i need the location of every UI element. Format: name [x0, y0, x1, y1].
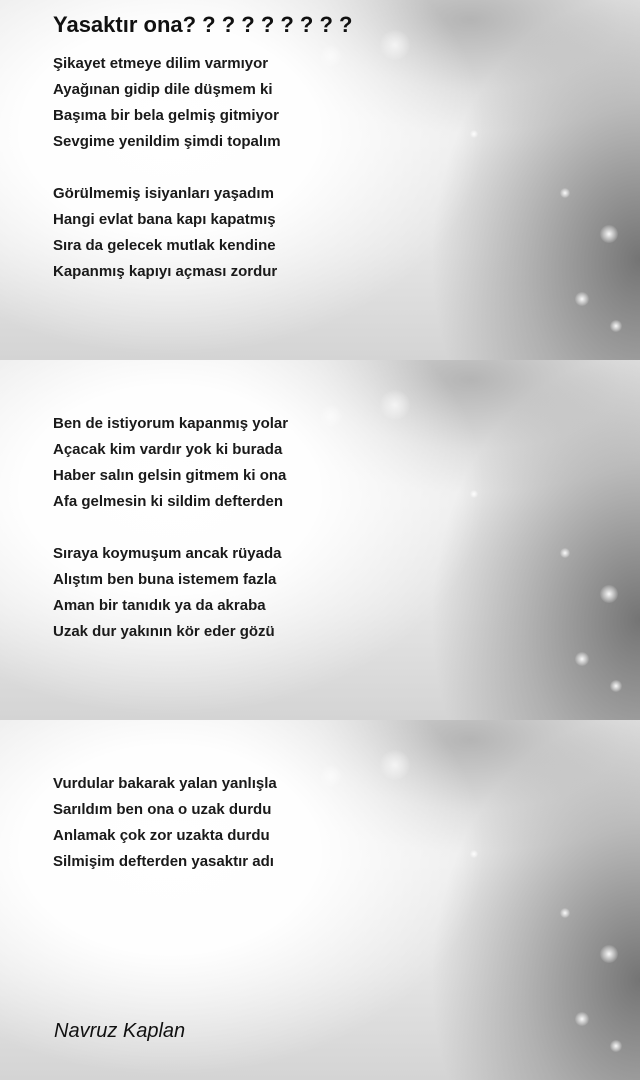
poem-line: Ayağınan gidip dile düşmem ki — [53, 81, 273, 98]
poem-line: Silmişim defterden yasaktır adı — [53, 853, 274, 870]
bokeh-light — [600, 585, 618, 603]
bokeh-light — [575, 292, 589, 306]
bokeh-light — [470, 490, 478, 498]
poem-line: Aman bir tanıdık ya da akraba — [53, 597, 266, 614]
bokeh-light — [380, 30, 410, 60]
bokeh-light — [575, 1012, 589, 1026]
poem-line: Sıraya koymuşum ancak rüyada — [53, 545, 282, 562]
poem-line: Hangi evlat bana kapı kapatmış — [53, 211, 276, 228]
poem-line: Ben de istiyorum kapanmış yolar — [53, 415, 289, 432]
poem-line: Anlamak çok zor uzakta durdu — [53, 827, 270, 844]
bokeh-light — [380, 390, 410, 420]
poem-panel-1 — [0, 0, 640, 360]
poem-line: Uzak dur yakının kör eder gözü — [53, 623, 275, 640]
stanza-3 — [53, 411, 288, 515]
bokeh-light — [560, 188, 570, 198]
poem-line: Başıma bir bela gelmiş gitmiyor — [53, 107, 279, 124]
poem-line: Vurdular bakarak yalan yanlışla — [53, 775, 277, 792]
stanza-4 — [53, 541, 281, 645]
bokeh-light — [610, 680, 622, 692]
bokeh-light — [600, 225, 618, 243]
bokeh-light — [380, 750, 410, 780]
poem-line: Şikayet etmeye dilim varmıyor — [53, 55, 269, 72]
poem-line: Kapanmış kapıyı açması zordur — [53, 263, 278, 280]
poem-author: Navruz Kaplan — [54, 1020, 186, 1042]
bokeh-light — [560, 548, 570, 558]
poem-line: Sarıldım ben ona o uzak durdu — [53, 801, 272, 818]
poem-line: Haber salın gelsin gitmem ki ona — [53, 467, 287, 484]
poem-line: Alıştım ben buna istemem fazla — [53, 571, 277, 588]
poem-line: Açacak kim vardır yok ki burada — [53, 441, 283, 458]
poem-title: Yasaktır ona? ? ? ? ? ? ? ? ? — [53, 12, 353, 37]
bokeh-light — [320, 765, 342, 787]
stanza-5 — [53, 771, 277, 875]
bokeh-light — [320, 45, 342, 67]
bokeh-light — [470, 850, 478, 858]
stanza-2 — [53, 181, 277, 285]
bokeh-light — [600, 945, 618, 963]
bokeh-light — [320, 405, 342, 427]
bokeh-light — [470, 130, 478, 138]
bokeh-light — [575, 652, 589, 666]
bokeh-light — [610, 320, 622, 332]
poem-line: Sıra da gelecek mutlak kendine — [53, 237, 276, 254]
bokeh-light — [610, 1040, 622, 1052]
poem-panel-3 — [0, 720, 640, 1080]
poem-line: Afa gelmesin ki sildim defterden — [53, 493, 284, 510]
stanza-1 — [53, 51, 281, 155]
poem-line: Görülmemiş isiyanları yaşadım — [53, 185, 274, 202]
bokeh-light — [560, 908, 570, 918]
poem-line: Sevgime yenildim şimdi topalım — [53, 133, 281, 150]
poem-panel-2 — [0, 360, 640, 720]
